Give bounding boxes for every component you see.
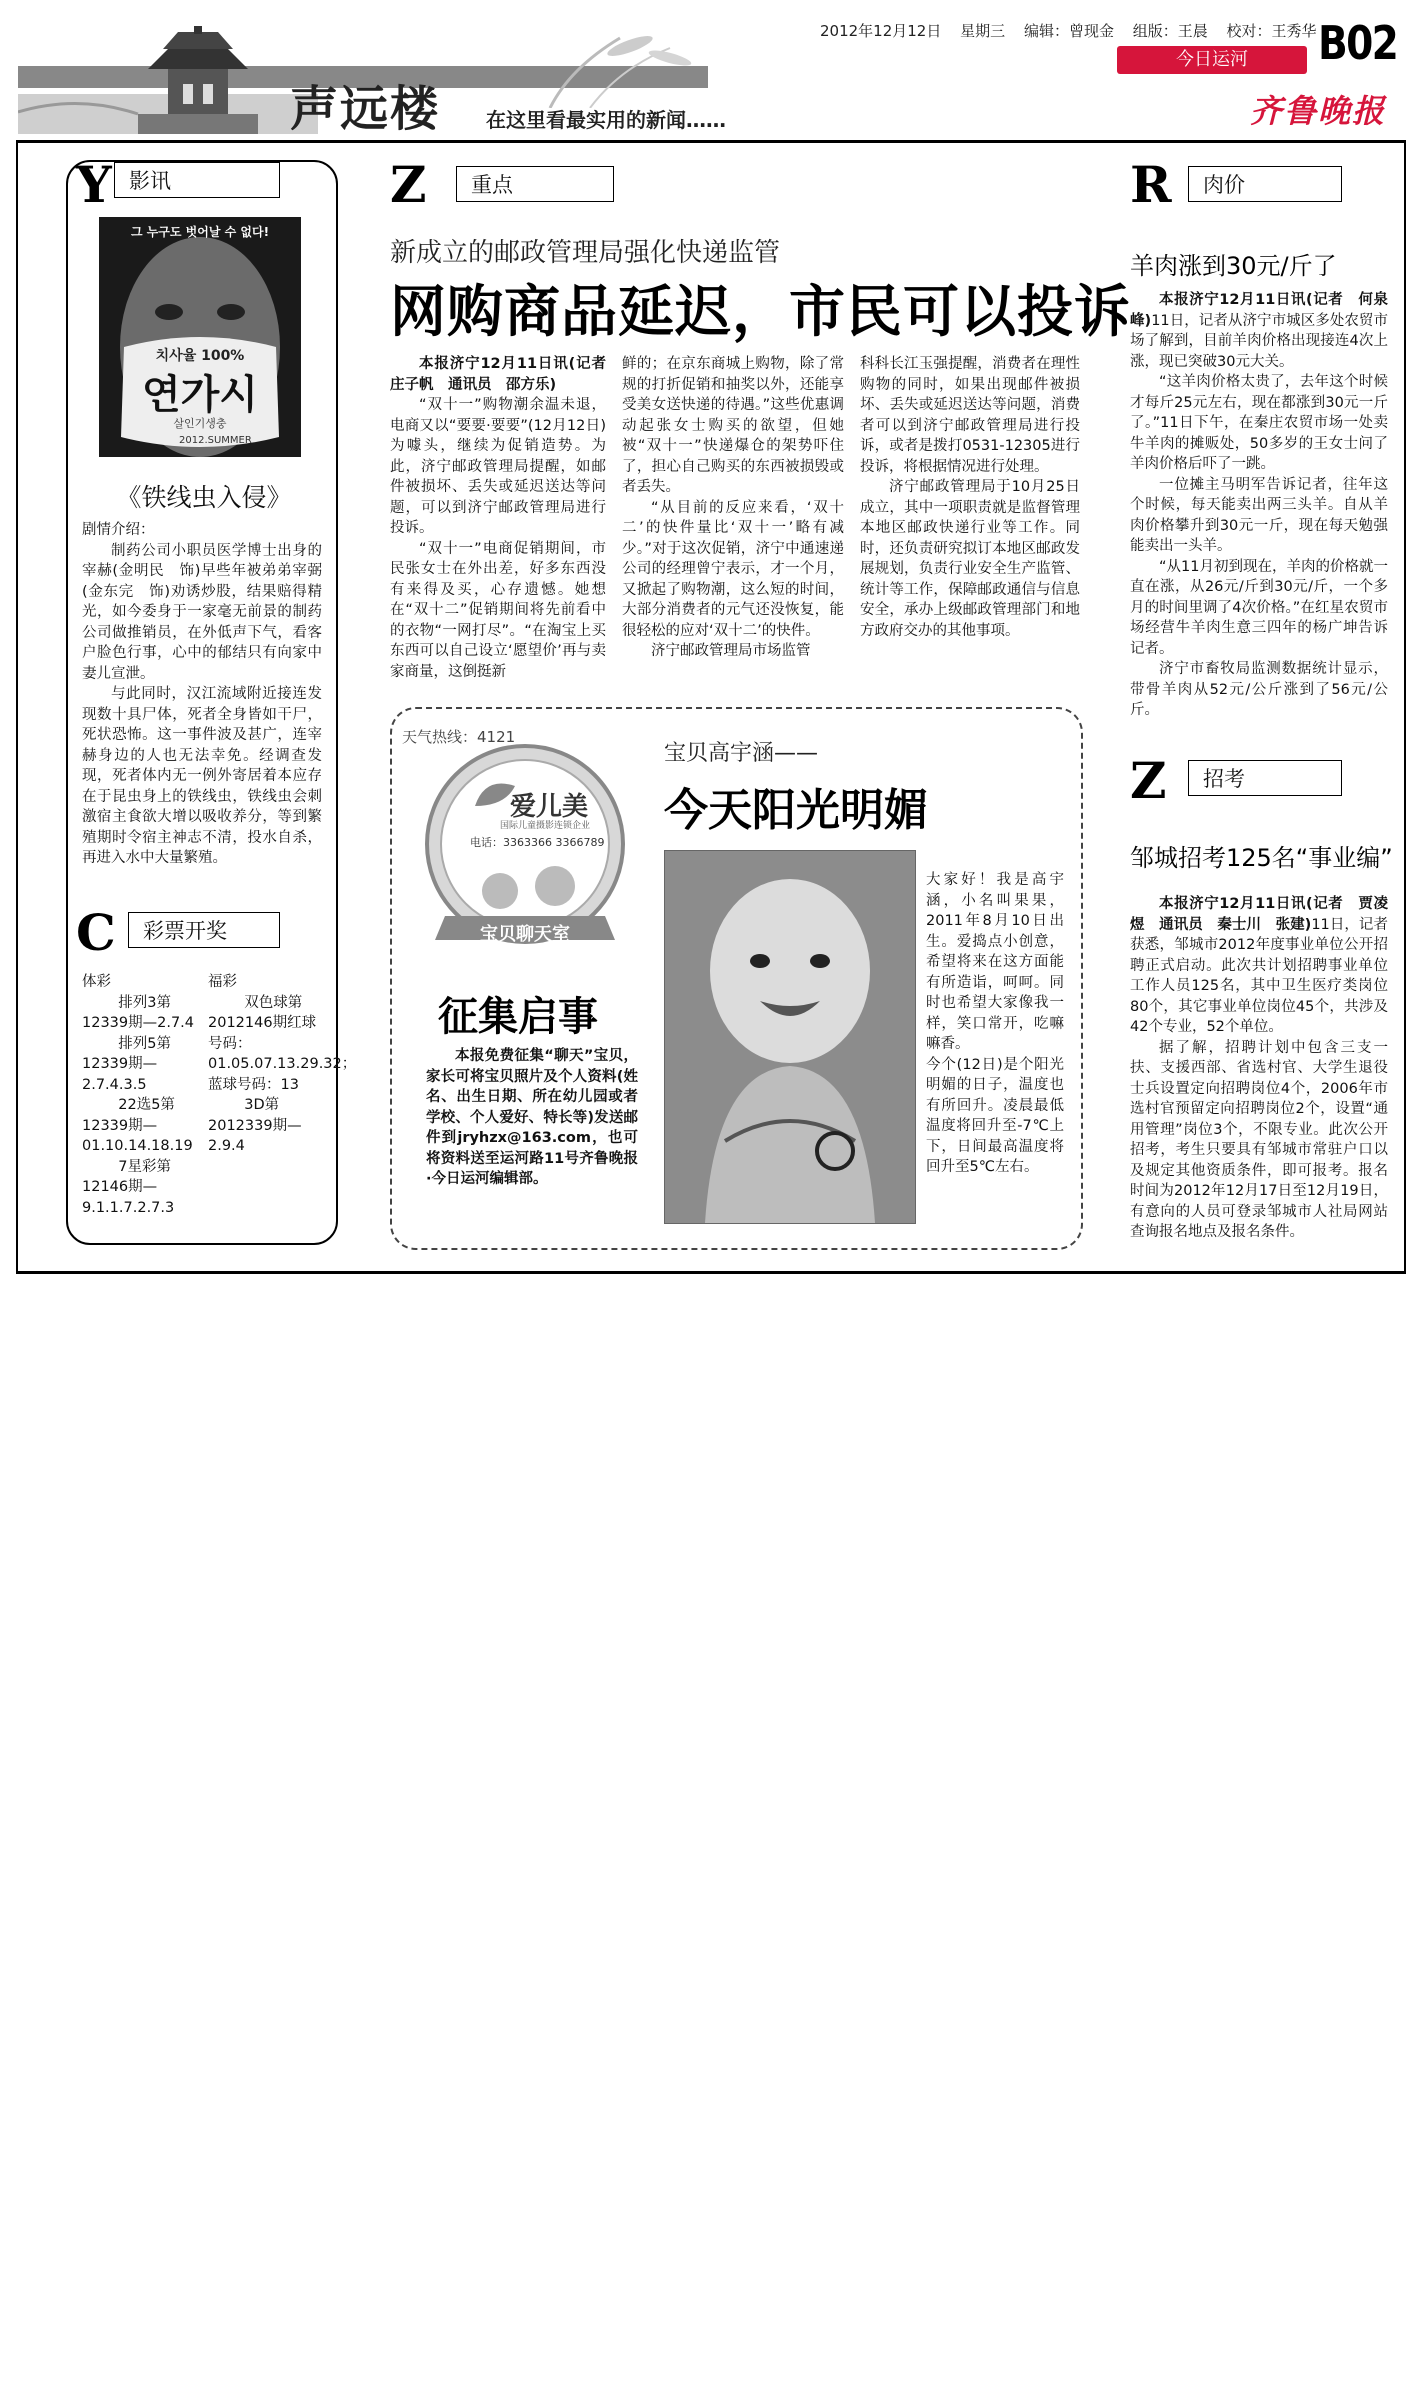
main-section-letter: Z [390,155,427,214]
column-title: 声远楼 [290,81,441,137]
exam-paragraph: 据了解，招聘计划中包含三支一扶、支援西部、省选村官、大学生退役士兵设置定向招聘岗位4个，2006年市选村官预留定向招聘岗位2个，设置“通用管理”岗位3个，不限专业。此次公开招考，考生只要具有邹城市常驻户口以及规定其他资质条件，即可报考。报名时间为2012年12月17日至12月19日，有意向的人员可登录邹城市人社局网站查询报名地点及报名条件。 [1130,1039,1388,1240]
film-title: 《铁线虫入侵》 [116,483,292,512]
film-poster [99,217,301,457]
mutton-section-letter: R [1130,155,1172,214]
badge-brand: 爱儿美 [510,792,589,822]
badge-phone: 电话：3363366 3366789 [470,836,605,849]
poster-subtitle: 살인기생충 [173,417,227,430]
main-section-label: 重点 [456,166,614,202]
notice-paragraph: 本报免费征集“聊天”宝贝，家长可将宝贝照片及个人资料(姓名、出生日期、所在幼儿园或者学校、个人爱好、特长等)发送邮件到jryhzx@163.com，也可将资料送至运河路11号齐鲁晚报·今日运河编辑部。 [426,1048,638,1187]
main-headline: 网购商品延迟，市民可以投诉 [390,280,1131,345]
mutton-lead: 11日，记者从济宁市城区多处农贸市场了解到，目前羊肉价格出现接连4次上涨，现已突破30元大关。 [1130,312,1388,370]
pavilion-icon [18,24,318,134]
mutton-paragraph: “这羊肉价格太贵了，去年这个时候才每斤25元左右，现在都涨到30元一斤了。”11日下午，在秦庄农贸市场一处卖牛羊肉的摊贩处，50多岁的王女士问了羊肉价格后吓了一跳。 [1130,374,1388,472]
lottery-result: 双色球第2012146期红球号码：01.05.07.13.29.32；蓝球号码：13 [208,994,357,1093]
issue-date: 2012年12月12日 [820,22,942,40]
mutton-byline [1130,290,1388,372]
main-paragraph: 鲜的；在京东商城上购物，除了常规的打折促销和抽奖以外，还能享受美女送快递的待遇。”这些优惠调动起张女士购买的欲望，但她被“双十一”快递爆仓的架势吓住了，担心自己购买的东西被损毁或者丢失。 [622,356,844,495]
sports-lottery-label: 体彩 [82,974,111,990]
mutton-article [1130,290,1388,721]
left-rule [16,140,18,1274]
mutton-section-label: 肉价 [1188,166,1342,202]
mutton-paragraph: 济宁市畜牧局监测数据统计显示，带骨羊肉从52元/公斤涨到了56元/公斤。 [1130,661,1388,718]
top-rule [16,140,1406,143]
notice-text [426,1046,638,1190]
badge-org: 国际儿童摄影连锁企业 [500,821,591,831]
main-column-1 [390,354,621,682]
poster-date: 2012.SUMMER [179,435,252,446]
exam-lead: 11日，记者获悉，邹城市2012年度事业单位公开招聘正式启动。此次共计划招聘事业单位工作人员125名，其中卫生医疗类岗位80个，其它事业单位岗位45个，共涉及42个专业，52个单位。 [1130,916,1388,1035]
main-column-3 [860,354,1080,641]
film-intro-label: 剧情介绍： [82,522,155,538]
baby-text [926,870,1064,1178]
exam-byline-bold: 本报济宁12月11日讯(记者 贾凌煜 通讯员 秦士川 张建) [1130,896,1388,933]
sports-lottery [82,972,195,1218]
lottery-result: 7星彩第12146期—9.1.1.7.2.7.3 [82,1158,175,1216]
welfare-lottery-label: 福彩 [208,974,237,990]
main-byline: 本报济宁12月11日讯(记者 庄子帆 通讯员 邵方乐) [390,356,621,393]
baby-paragraph: 大家好！我是高宇涵，小名叫果果，2011年8月10日出生。爱捣点小创意，希望将来在这方面能有所造诣，呵呵。同时也希望大家像我一样，笑口常开，吃嘛嘛香。 [926,872,1064,1052]
main-paragraph: 济宁邮政管理局于10月25日成立，其中一项职责就是监督管理本地区邮政快递行业等工作。同时，还负责研究拟订本地区邮政发展规划，负责行业安全生产监管、统计等工作，保障邮政通信与信息安全，承办上级邮政管理部门和地方政府交办的其他事项。 [860,479,1080,639]
exam-section-label: 招考 [1188,760,1342,796]
poster-rate: 치사율 100% [155,348,245,364]
poster-tagline: 그 누구도 벗어날 수 없다! [130,225,270,239]
baby-paragraph: 今个(12日)是个阳光明媚的日子，温度也有所回升。凌晨最低温度将回升至-7℃上下，日间最高温度将回升至5℃左右。 [926,1056,1064,1175]
paper-logo: 齐鲁晚报 [1250,92,1387,130]
mutton-paragraph: “从11月初到现在，羊肉的价格就一直在涨，从26元/斤到30元/斤，一个多月的时间里调了4次价格。”在红星农贸市场经营牛羊肉生意三四年的杨广坤告诉记者。 [1130,558,1388,657]
film-paragraph: 与此同时，汉江流域附近接连发现数十具尸体，死者全身皆如干尸，死状恐怖。这一事件波及甚广，连宰赫身边的人也无法幸免。经调查发现，死者体内无一例外寄居着本应存在于昆虫身上的铁线虫，铁线虫会刺激宿主食欲大增以吸收养分，等到繁殖期时令宿主神志不清，投水自杀，再进入水中大量繁殖。 [82,686,322,866]
lottery-result: 3D第2012339期—2.9.4 [208,1097,302,1154]
lottery-section-label: 彩票开奖 [128,912,280,948]
weather-hotline: 天气热线：4121 [402,728,516,746]
film-section-letter: Y [76,155,112,214]
baby-portrait-icon [665,851,915,1223]
exam-headline: 邹城招考125名“事业编” [1130,844,1393,872]
lottery-section-letter: C [76,903,116,962]
mutton-paragraph: 一位摊主马明军告诉记者，往年这个时候，每天能卖出两三头羊。自从羊肉价格攀升到30元一斤，现在每天勉强能卖出一头羊。 [1130,476,1388,554]
lottery-result: 22选5第12339期—01.10.14.18.19 [82,1097,193,1154]
badge-ribbon: 宝贝聊天室 [480,924,570,945]
main-paragraph: “双十一”购物潮余温未退，电商又以“要要·要要”(12月12日)为噱头，继续为促销造势。为此，济宁邮政管理局提醒，如邮件被损坏、丢失或延迟送达等问题，可以到济宁邮政管理局进行投诉。 [390,397,606,536]
bottom-rule [16,1271,1406,1274]
welfare-lottery [208,972,357,1157]
header-meta [820,20,1331,41]
page-code: B02 [1318,16,1398,70]
baby-photo [664,850,916,1224]
issue-weekday: 星期三 [960,22,1006,40]
right-rule [1404,140,1406,1274]
exam-section-letter: Z [1130,751,1167,810]
proof-credit: 校对：王秀华 [1226,22,1317,40]
exam-article [1130,894,1388,1243]
lottery-result: 排列5第12339期—2.7.4.3.5 [82,1035,171,1093]
baby-title: 今天阳光明媚 [664,785,928,836]
baby-kicker: 宝贝高宇涵—— [664,741,819,766]
main-paragraph: “双十一”电商促销期间，市民张女士在外出差，好多东西没有来得及买，心存遗憾。她想在“双十二”促销期间将先前看中的衣物“一网打尽”。“在淘宝上买东西可以自己设立‘愿望价’再与卖家商量，这倒挺新 [390,540,606,680]
mutton-byline-bold: 本报济宁12月11日讯(记者 何泉峰) [1130,292,1388,329]
exam-byline [1130,894,1388,1038]
film-synopsis [82,520,322,869]
editor-credit: 编辑：曾现金 [1023,22,1114,40]
poster-title: 연가시 [142,371,258,418]
column-subtitle: 在这里看最实用的新闻…… [486,108,726,132]
main-paragraph: “从目前的反应来看，‘双十二’的快件量比‘双十一’略有减少。”对于这次促销，济宁中通速递公司的经理曾宁表示，才一个月，又掀起了购物潮，这么短的时间，大部分消费者的元气还没恢复，能很轻松的应对‘双十二’的快件。 [622,499,844,639]
film-section-label: 影讯 [114,162,280,198]
notice-title: 征集启事 [438,994,598,1040]
lottery-result: 排列3第12339期—2.7.4 [82,994,195,1031]
main-paragraph: 科科长江玉强提醒，消费者在理性购物的同时，如果出现邮件被损坏、丢失或延迟送达等问题，消费者可以到济宁邮政管理局进行投诉，或者是拨打0531-12305进行投诉，将根据情况进行处理。 [860,356,1080,475]
main-kicker: 新成立的邮政管理局强化快递监管 [390,238,781,268]
main-column-2 [622,354,844,662]
main-paragraph: 济宁邮政管理局市场监管 [651,643,811,659]
bamboo-icon [530,28,730,108]
film-paragraph: 制药公司小职员医学博士出身的宰赫(金明民 饰)早些年被弟弟宰弼(金东完 饰)劝诱炒股，结果赔得精光，如今委身于一家毫无前景的制药公司做推销员，在外低声下气，看客户脸色行事，心中的郁结只有向家中妻儿宣泄。 [82,542,322,682]
section-tag: 今日运河 [1117,46,1307,74]
mutton-headline: 羊肉涨到30元/斤了 [1130,252,1337,280]
layout-credit: 组版：王晨 [1132,22,1208,40]
